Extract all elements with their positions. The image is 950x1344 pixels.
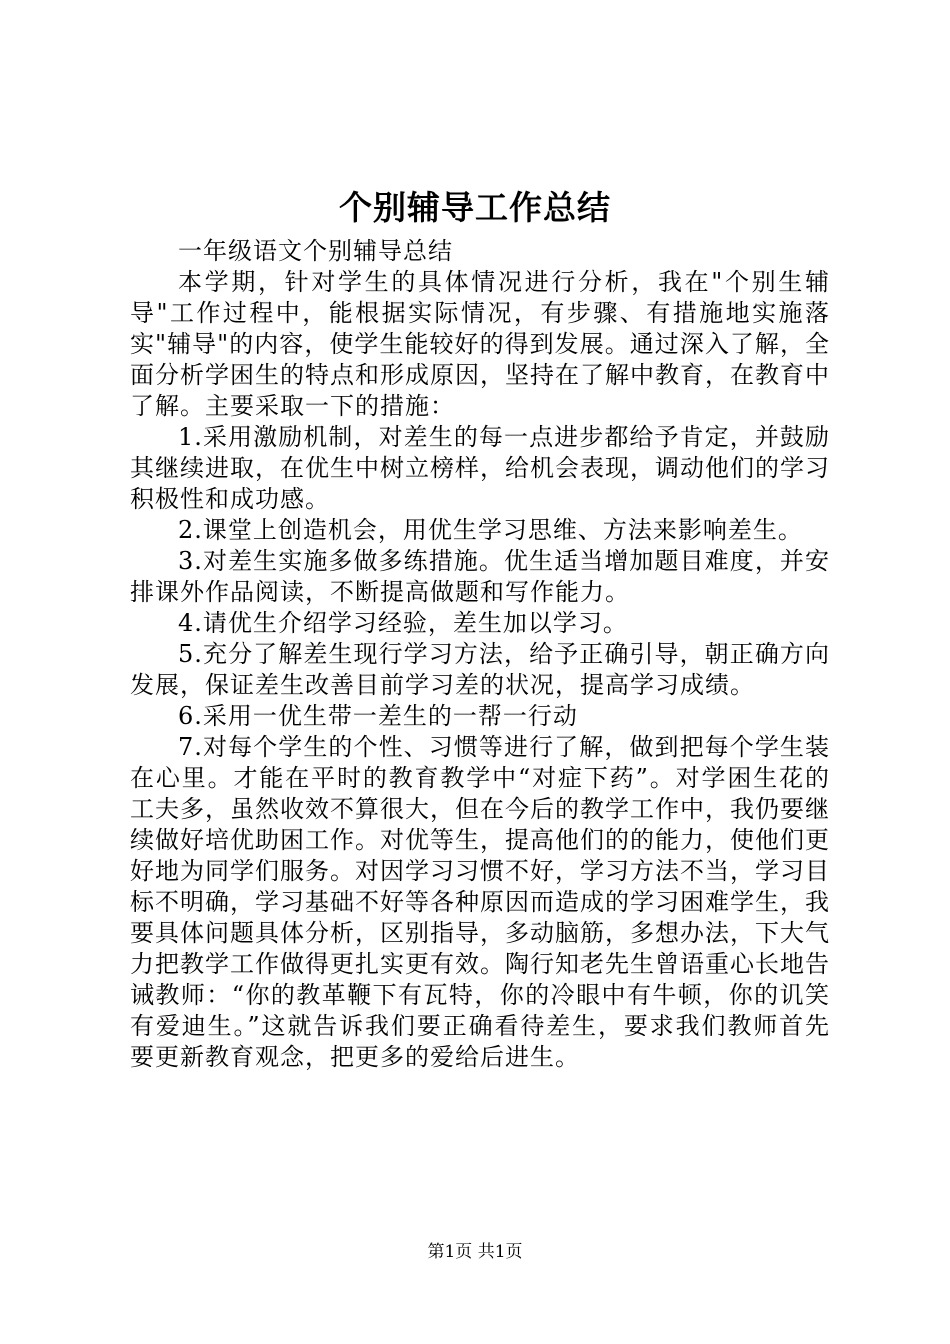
- page-footer: 第1页 共1页: [427, 1242, 523, 1262]
- paragraph-intro: 本学期，针对学生的具体情况进行分析，我在"个别生辅导"工作过程中，能根据实际情况，有步骤、有措施地实施落实"辅导"的内容，使学生能较好的得到发展。通过深入了解，全面分析学困生的特点和形成原因，坚持在了解中教育，在教育中了解。主要采取一下的措施：: [130, 268, 830, 420]
- paragraph-measure-2: 2.课堂上创造机会，用优生学习思维、方法来影响差生。: [178, 516, 803, 544]
- paragraph-measure-6: 6.采用一优生带一差生的一帮一行动: [178, 702, 578, 730]
- paragraph-measure-1: 1.采用激励机制，对差生的每一点进步都给予肯定，并鼓励其继续进取，在优生中树立榜样，给机会表现，调动他们的学习积极性和成功感。: [130, 423, 830, 513]
- paragraph-measure-5: 5.充分了解差生现行学习方法，给予正确引导，朝正确方向发展，保证差生改善目前学习差的状况，提高学习成绩。: [130, 640, 830, 699]
- document-title: 个别辅导工作总结: [339, 188, 611, 227]
- document-body: [130, 236, 830, 1073]
- paragraph-measure-3: 3.对差生实施多做多练措施。优生适当增加题目难度，并安排课外作品阅读，不断提高做题和写作能力。: [130, 547, 830, 606]
- paragraph-measure-4: 4.请优生介绍学习经验，差生加以学习。: [178, 609, 628, 637]
- document-subtitle: 一年级语文个别辅导总结: [178, 237, 453, 265]
- paragraph-measure-7: 7.对每个学生的个性、习惯等进行了解，做到把每个学生装在心里。才能在平时的教育教学中“对症下药”。对学困生花的工夫多，虽然收效不算很大，但在今后的教学工作中，我仍要继续做好培优助困工作。对优等生，提高他们的的能力，使他们更好地为同学们服务。对因学习习惯不好，学习方法不当，学习目标不明确，学习基础不好等各种原因而造成的学习困难学生，我要具体问题具体分析，区别指导，多动脑筋，多想办法，下大气力把教学工作做得更扎实更有效。陶行知老先生曾语重心长地告诫教师：“你的教革鞭下有瓦特，你的冷眼中有牛顿，你的讥笑有爱迪生。”这就告诉我们要正确看待差生，要求我们教师首先要更新教育观念，把更多的爱给后进生。: [130, 733, 830, 1071]
